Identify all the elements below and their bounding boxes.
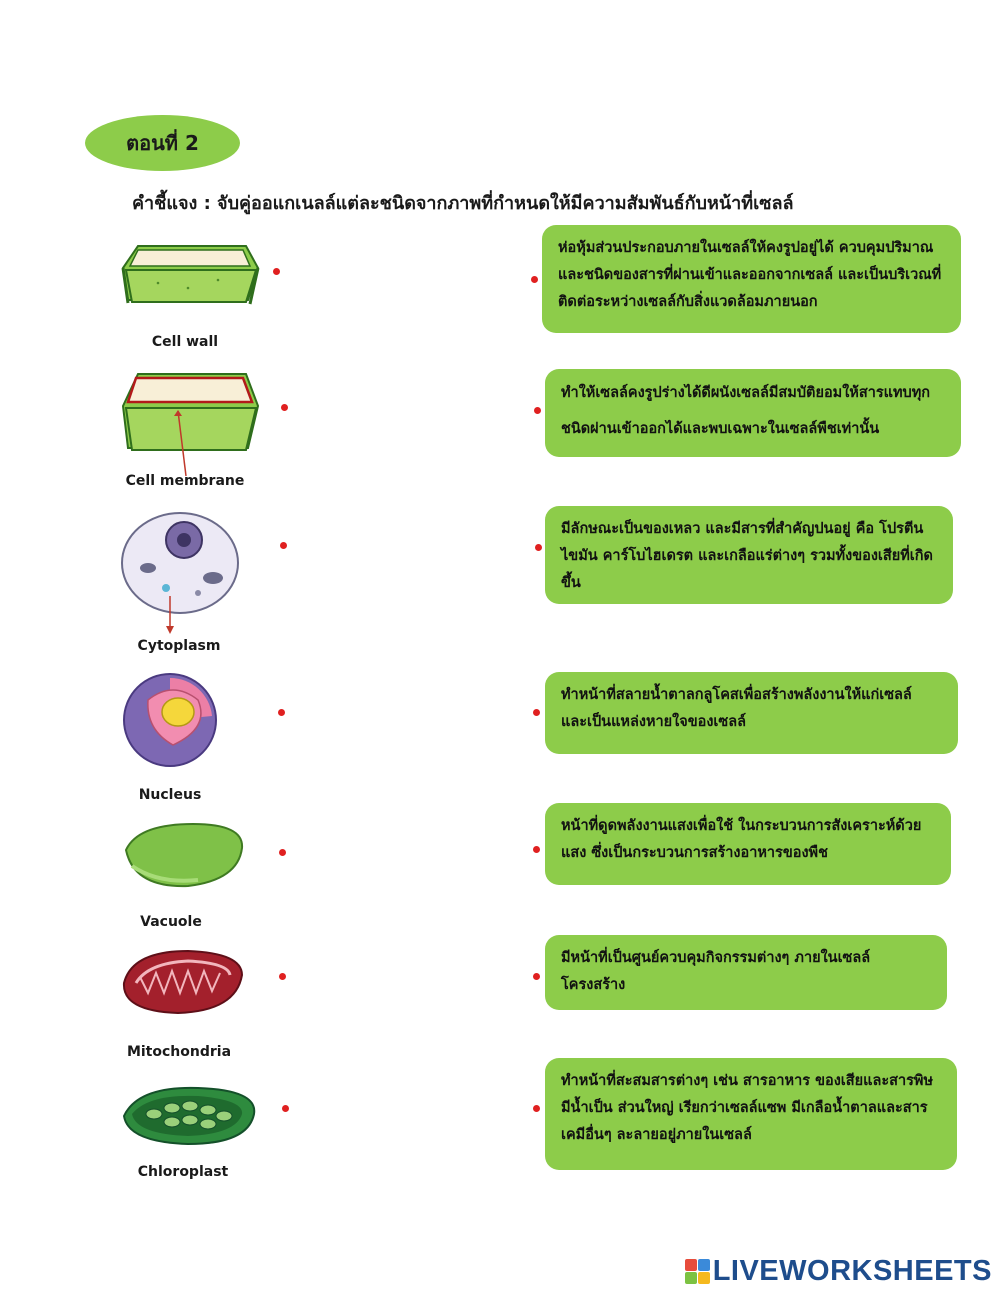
vacuole-icon xyxy=(118,820,248,892)
connector-dot-right-4[interactable] xyxy=(533,709,540,716)
section-badge xyxy=(85,115,240,171)
function-text-5: หน้าที่ดูดพลังงานแสงเพื่อใช้ ในกระบวนการสังเคราะห์ด้วยแสง ซึ่งเป็นกระบวนการสร้างอาหารของพืช xyxy=(561,818,922,861)
liveworksheets-logo xyxy=(685,1255,992,1288)
organelle-label-nucleus: Nucleus xyxy=(138,787,202,803)
organelle-label-vacuole: Vacuole xyxy=(140,914,202,930)
function-card-2 xyxy=(545,369,961,457)
connector-dot-left-5[interactable] xyxy=(279,849,286,856)
instruction-text: คำชี้แจง : จับคู่ออแกเนลล์แต่ละชนิดจากภาพที่กำหนดให้มีความสัมพันธ์กับหน้าที่เซลล์ xyxy=(132,193,794,214)
connector-dot-left-6[interactable] xyxy=(279,973,286,980)
organelle-label-chloroplast: Chloroplast xyxy=(137,1164,229,1180)
connector-dot-right-3[interactable] xyxy=(535,544,542,551)
connector-dot-left-1[interactable] xyxy=(273,268,280,275)
function-card-6 xyxy=(545,935,947,1010)
function-text-6: มีหน้าที่เป็นศูนย์ควบคุมกิจกรรมต่างๆ ภายในเซลล์ โครงสร้าง xyxy=(561,950,871,993)
logo-text: LIVEWORKSHEETS xyxy=(712,1255,992,1287)
function-card-3 xyxy=(545,506,953,604)
function-card-7 xyxy=(545,1058,957,1170)
function-text-4: ทำหน้าที่สลายน้ำตาลกลูโคสเพื่อสร้างพลังงานให้แก่เซลล์ และเป็นแหล่งหายใจของเซลล์ xyxy=(561,687,912,730)
cytoplasm-icon xyxy=(118,508,248,638)
function-text-2: ทำให้เซลล์คงรูปร่างได้ดีผนังเซลล์มีสมบัติยอมให้สารแทบทุกชนิดผ่านเข้าออกได้และพบเฉพาะในเซลล์พืชเท่านั้น xyxy=(561,385,931,437)
connector-dot-right-5[interactable] xyxy=(533,846,540,853)
connector-dot-right-1[interactable] xyxy=(531,276,538,283)
function-text-7: ทำหน้าที่สะสมสารต่างๆ เช่น สารอาหาร ของเสียและสารพิษ มีน้ำเป็น ส่วนใหญ่ เรียกว่าเซลล์แซพ มีเกลือน้ำตาลและสารเคมีอื่นๆ ละลายอยู่ภายในเซลล์ xyxy=(561,1073,934,1143)
nucleus-icon xyxy=(118,670,228,770)
mitochondria-icon xyxy=(118,945,248,1020)
function-card-5 xyxy=(545,803,951,885)
function-text-3: มีลักษณะเป็นของเหลว และมีสารที่สำคัญปนอยู่ คือ โปรตีน ไขมัน คาร์โบไฮเดรต และเกลือแร่ต่างๆ รวมทั้งของเสียที่เกิดขึ้น xyxy=(561,521,933,591)
cell-wall-icon xyxy=(118,228,263,328)
connector-dot-right-6[interactable] xyxy=(533,973,540,980)
connector-dot-left-7[interactable] xyxy=(282,1105,289,1112)
connector-dot-left-4[interactable] xyxy=(278,709,285,716)
connector-dot-left-3[interactable] xyxy=(280,542,287,549)
organelle-label-cell-wall: Cell wall xyxy=(151,334,219,350)
organelle-label-mitochondria: Mitochondria xyxy=(126,1044,232,1060)
connector-dot-left-2[interactable] xyxy=(281,404,288,411)
function-card-1 xyxy=(542,225,961,333)
chloroplast-icon xyxy=(118,1080,260,1150)
logo-blocks-icon xyxy=(685,1259,710,1284)
section-label: ตอนที่ 2 xyxy=(126,131,199,155)
function-card-4 xyxy=(545,672,958,754)
organelle-label-cytoplasm: Cytoplasm xyxy=(137,638,221,654)
organelle-label-cell-membrane: Cell membrane xyxy=(125,473,245,489)
cell-membrane-icon xyxy=(118,366,263,481)
connector-dot-right-2[interactable] xyxy=(534,407,541,414)
function-text-1: ห่อหุ้มส่วนประกอบภายในเซลล์ให้คงรูปอยู่ได้ ควบคุมปริมาณและชนิดของสารที่ผ่านเข้าและออกจากเซลล์ และเป็นบริเวณที่ติดต่อระหว่างเซลล์กับสิ่งแวดล้อมภายนอก xyxy=(558,240,942,310)
connector-dot-right-7[interactable] xyxy=(533,1105,540,1112)
